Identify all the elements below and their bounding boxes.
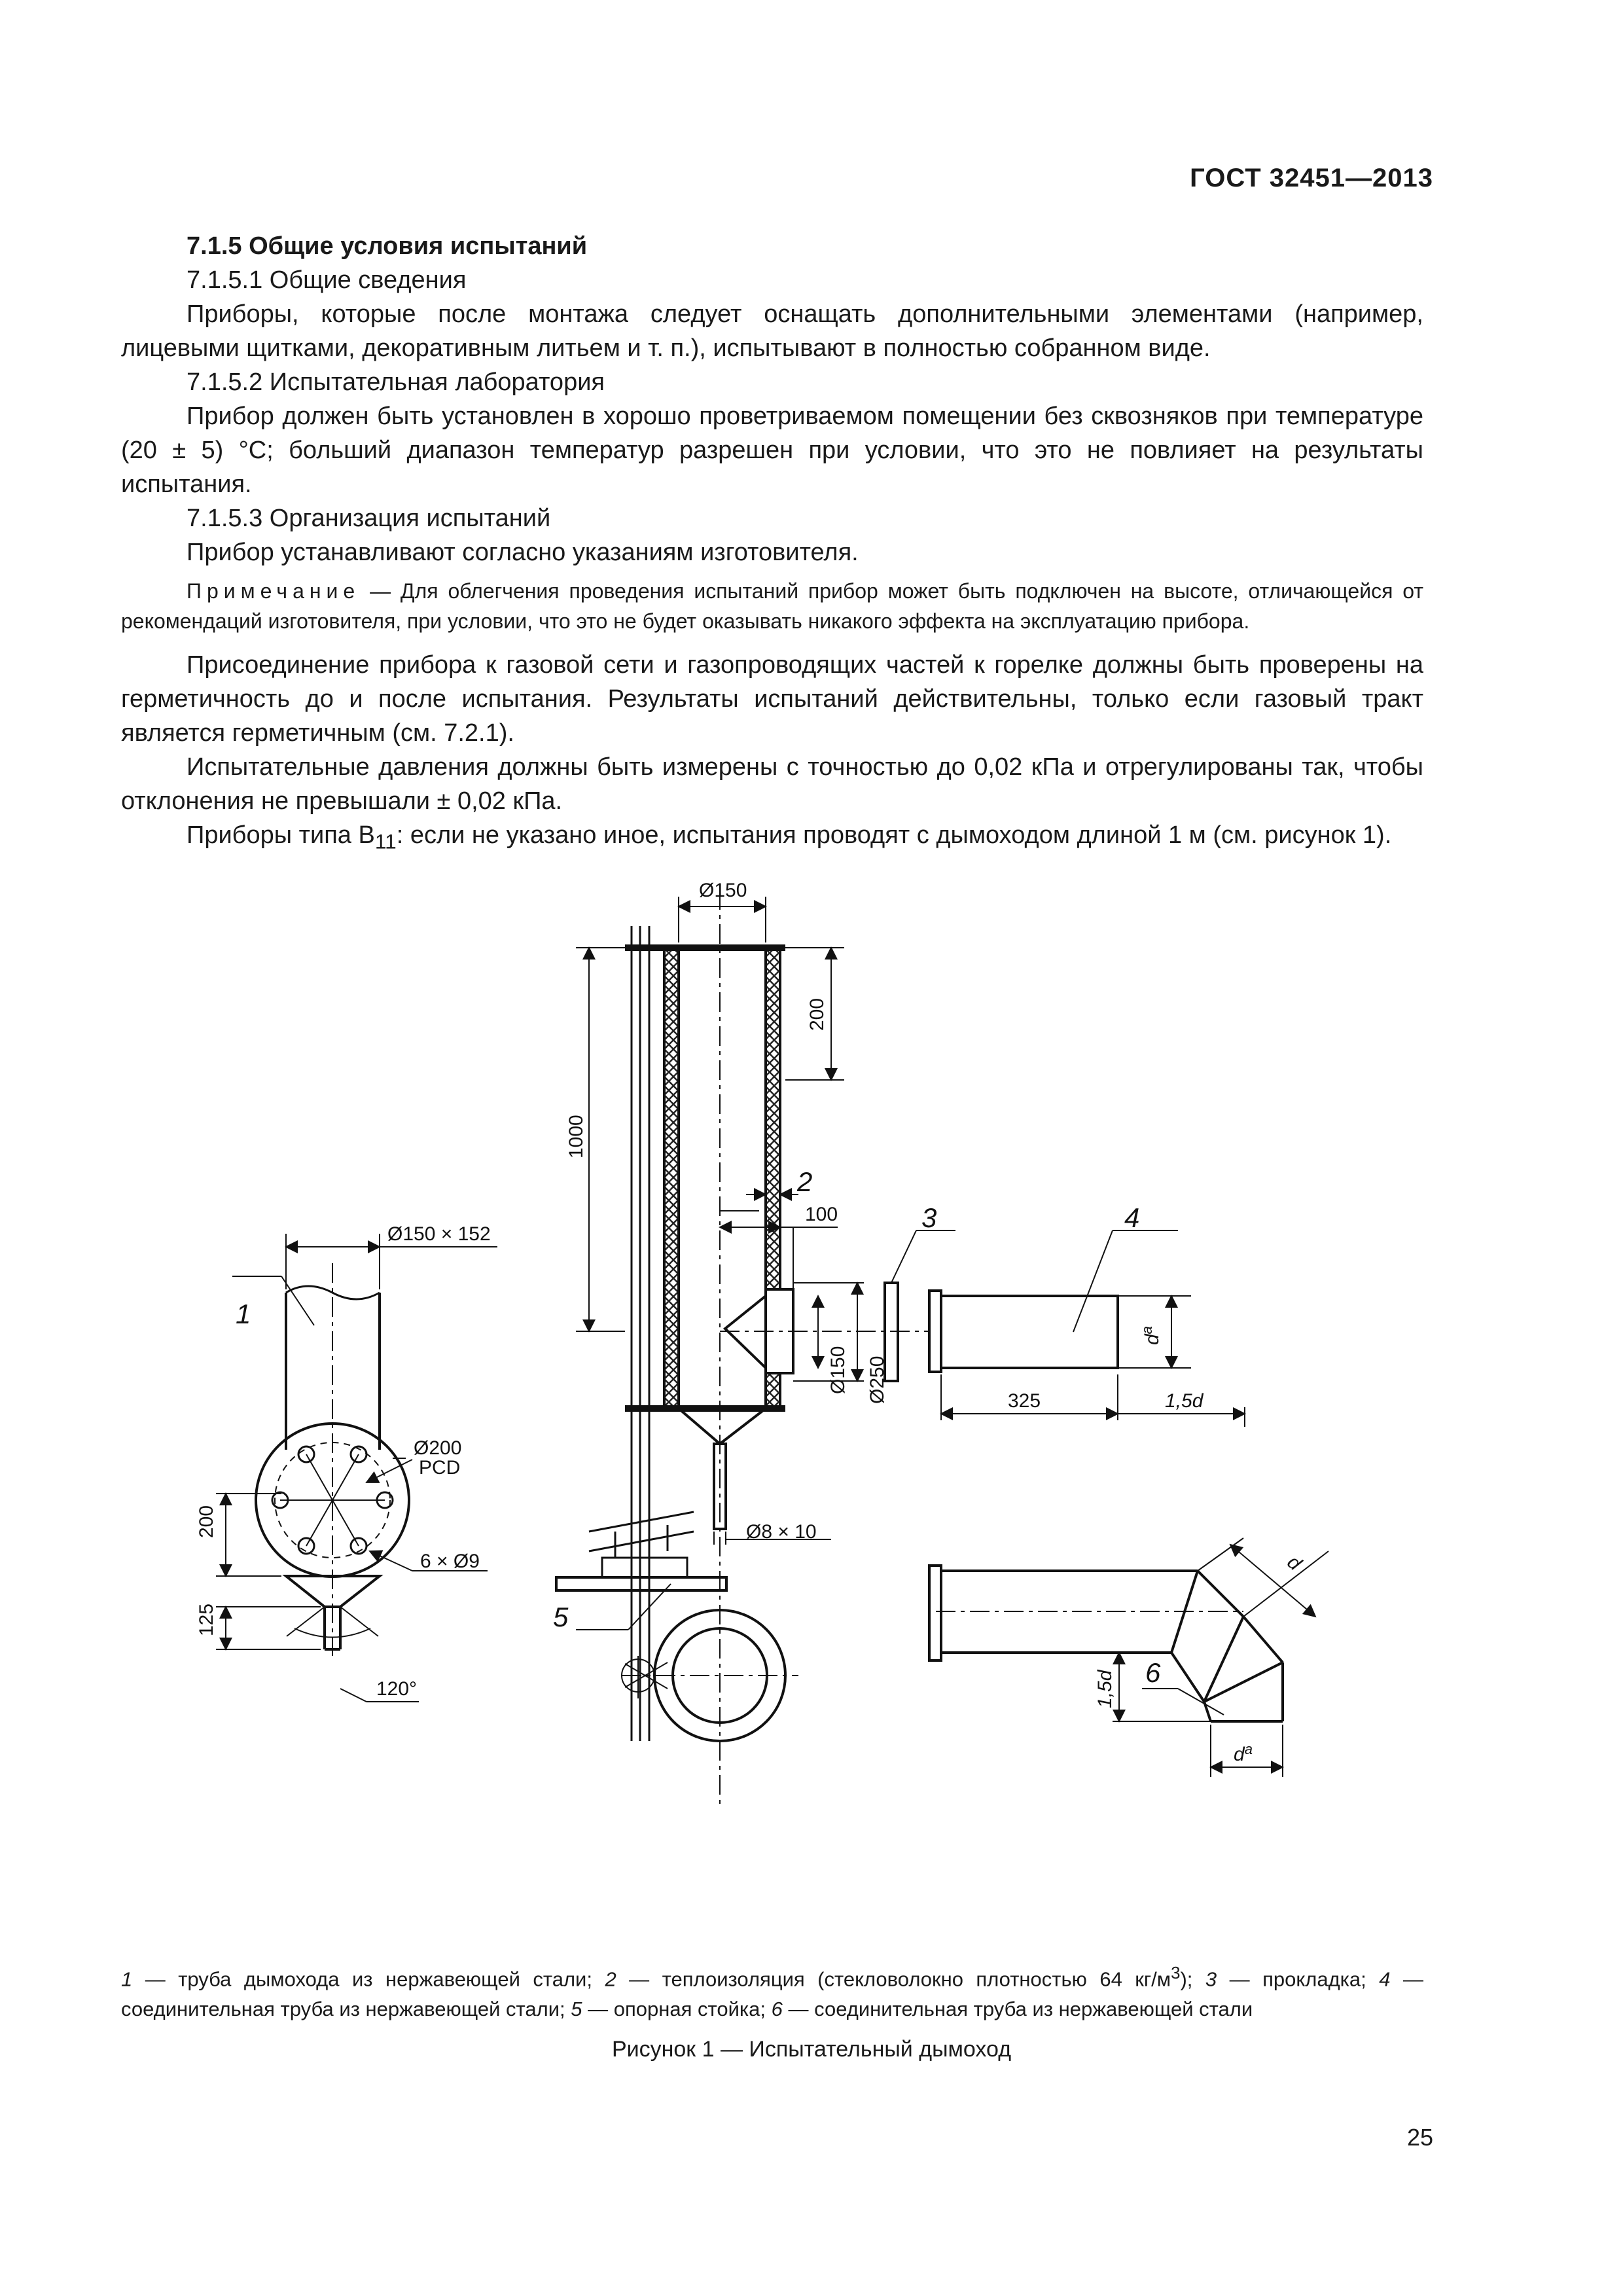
- legend-text-5: — опорная стойка;: [582, 1998, 772, 2021]
- document-code: ГОСТ 32451—2013: [1190, 164, 1433, 192]
- dim-top-200: 200: [806, 997, 828, 1031]
- legend-text-4: — соединительная труба из нержавеющей стали;: [121, 1967, 1423, 2021]
- legend-num-6: 6: [771, 1998, 783, 2021]
- dim-length-1000: 1000: [565, 1115, 587, 1158]
- figure-legend: [121, 1958, 1423, 2024]
- subsection-title-1: 7.1.5.1 Общие сведения: [187, 266, 467, 294]
- dim-d: d: [1283, 1551, 1306, 1575]
- legend-text-1: — труба дымохода из нержавеющей стали;: [132, 1967, 605, 1991]
- dim-flange-diameter: Ø200: [414, 1437, 462, 1459]
- dim-da: $d^a$: [1139, 1326, 1163, 1345]
- note-label: Примечание: [187, 579, 361, 603]
- subsection-text-3: Прибор устанавливают согласно указаниям изготовителя.: [187, 539, 859, 566]
- page-number: 25: [1406, 2124, 1433, 2151]
- legend-num-2: 2: [605, 1967, 616, 1991]
- left-flange-view: [256, 1263, 409, 1656]
- dim-drain: Ø8 × 10: [746, 1521, 817, 1543]
- chimney-drawing: [0, 870, 1623, 1970]
- paragraph-3-post: : если не указано иное, испытания проводят с дымоходом длиной 1 м (см. рисунок 1).: [396, 821, 1392, 849]
- dim-holes: 6 × Ø9: [420, 1551, 480, 1572]
- legend-text-2b: );: [1180, 1967, 1205, 1991]
- legend-sup: 3: [1171, 1964, 1181, 1982]
- main-chimney: [556, 890, 929, 1806]
- dim-1-5d: 1,5d: [1165, 1390, 1204, 1412]
- legend-text-2: — теплоизоляция (стекловолокно плотностью 64 кг/м: [616, 1967, 1171, 1991]
- dim-325: 325: [1008, 1390, 1041, 1412]
- callout-5: 5: [553, 1602, 569, 1632]
- callout-6: 6: [1145, 1657, 1161, 1688]
- dim-flange-height: 200: [196, 1505, 217, 1538]
- subsection-title-3: 7.1.5.3 Организация испытаний: [187, 505, 551, 532]
- paragraph-3-sub: 11: [374, 829, 397, 853]
- paragraph-2: Испытательные давления должны быть измерены с точностью до 0,02 кПа и отрегулированы так, чтобы отклонения не превышали ± 0,02 кПа.: [121, 753, 1423, 815]
- paragraph-3: [121, 818, 1423, 859]
- callout-4: 4: [1124, 1202, 1140, 1233]
- subsection-title-2: 7.1.5.2 Испытательная лаборатория: [187, 368, 605, 396]
- callout-2: 2: [797, 1166, 813, 1197]
- dim-100: 100: [805, 1204, 838, 1225]
- dim-branch-250: Ø250: [866, 1355, 888, 1404]
- legend-text-6: — соединительная труба из нержавеющей стали: [782, 1998, 1253, 2021]
- dim-pipe-diameter: Ø150 × 152: [387, 1223, 491, 1245]
- dim-cone-height: 125: [196, 1603, 217, 1636]
- subsection-text-1: Приборы, которые после монтажа следует оснащать дополнительными элементами (например, лицевыми щитками, декоративным литьем и т. п.), испытывают в полностью собранном виде.: [121, 300, 1423, 362]
- dim-da-bottom: $d^a$: [1234, 1741, 1253, 1765]
- callout-3: 3: [921, 1202, 937, 1233]
- dim-branch-150: Ø150: [827, 1346, 849, 1394]
- callout-1: 1: [236, 1299, 251, 1329]
- legend-num-4: 4: [1379, 1967, 1391, 1991]
- legend-num-3: 3: [1205, 1967, 1217, 1991]
- dim-main-diameter: Ø150: [699, 880, 747, 901]
- connecting-pipe-4: [885, 1283, 1118, 1381]
- section-body: [121, 229, 1423, 859]
- dim-pcd: PCD: [419, 1457, 461, 1479]
- figure-title: Рисунок 1 — Испытательный дымоход: [611, 2037, 1012, 2062]
- section-heading: 7.1.5 Общие условия испытаний: [187, 232, 588, 260]
- legend-line: [121, 1958, 1423, 2024]
- dim-angle: 120°: [376, 1678, 418, 1700]
- legend-text-3: — прокладка;: [1217, 1967, 1380, 1991]
- note-text: — Для облегчения проведения испытаний прибор может быть подключен на высоте, отличающейся от рекомендаций изготовителя, при условии, что это не будет оказывать никакого эффекта на эксплуатацию прибора.: [121, 579, 1423, 633]
- dim-vertical-1-5d: 1,5d: [1094, 1670, 1116, 1708]
- subsection-text-2: Прибор должен быть установлен в хорошо проветриваемом помещении без сквозняков при температуре (20 ± 5) °С; больший диапазон температур разрешен при условии, что это не повлияет на результаты испытания.: [121, 403, 1423, 498]
- legend-num-5: 5: [571, 1998, 582, 2021]
- paragraph-3-pre: Приборы типа В: [187, 821, 375, 849]
- legend-num-1: 1: [121, 1967, 133, 1991]
- paragraph-1: Присоединение прибора к газовой сети и газопроводящих частей к горелке должны быть проверены на герметичность до и после испытания. Результаты испытаний действительны, только если газовый тракт является герметичным (см. 7.2.1).: [121, 651, 1423, 747]
- note: [121, 576, 1423, 636]
